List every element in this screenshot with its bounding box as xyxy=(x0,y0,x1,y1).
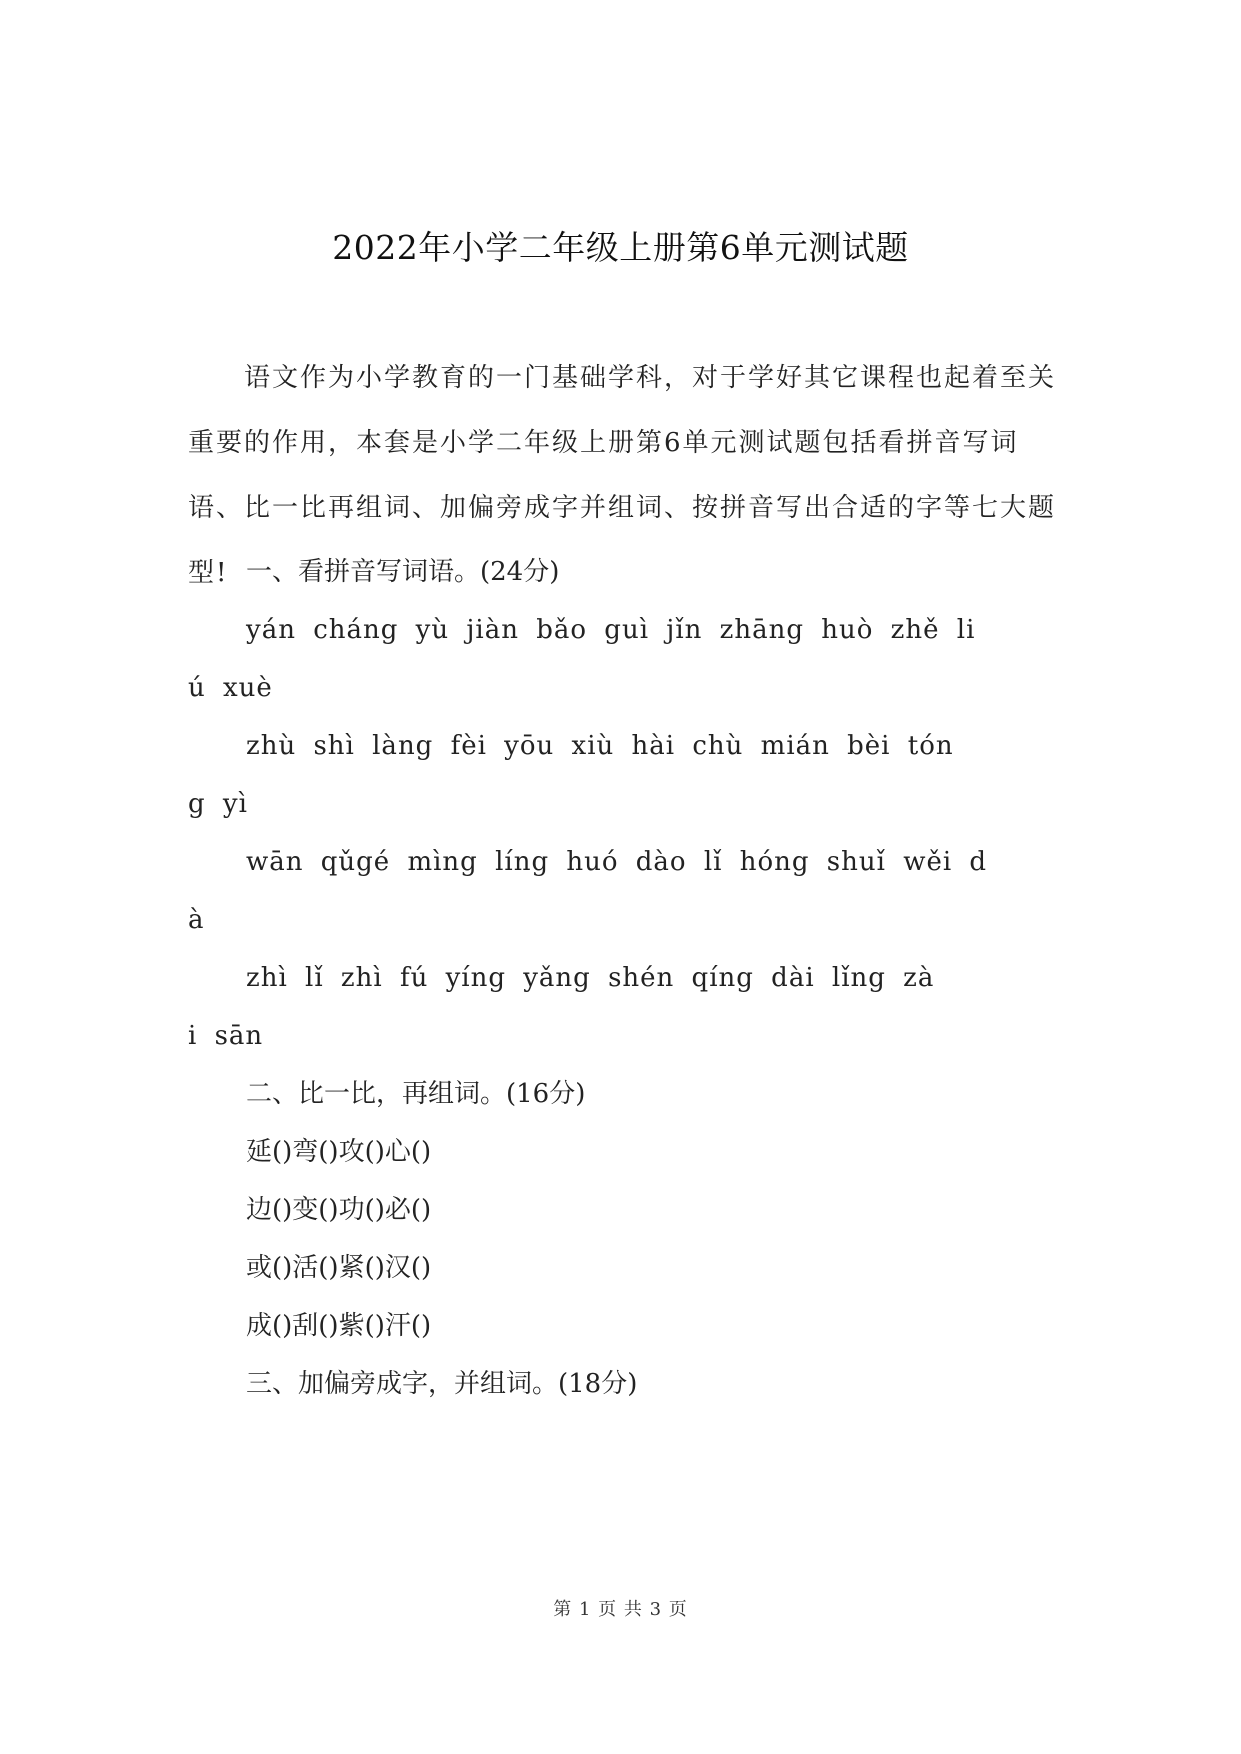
page-footer: 第 1 页 共 3 页 xyxy=(553,1599,688,1620)
compare-row: 成()刮()紫()汗() xyxy=(246,1311,432,1341)
pinyin-line: zhù shì làng fèi yōu xiù hài chù mián bèi tón xyxy=(246,731,954,761)
document-title: 2022年小学二年级上册第6单元测试题 xyxy=(332,228,909,267)
pinyin-line: wān qǔgé mìng líng huó dào lǐ hóng shuǐ wěi d xyxy=(246,847,988,877)
compare-row: 延()弯()攻()心() xyxy=(246,1137,432,1167)
pinyin-line: yán cháng yù jiàn bǎo guì jǐn zhāng huò zhě li xyxy=(246,615,976,645)
compare-row: 或()活()紧()汉() xyxy=(246,1253,432,1283)
section1-heading: 一、看拼音写词语。(24分) xyxy=(246,557,560,587)
section2-heading: 二、比一比，再组词。(16分) xyxy=(246,1079,586,1109)
section3-heading: 三、加偏旁成字，并组词。(18分) xyxy=(246,1369,638,1399)
pinyin-line: i sān xyxy=(188,1021,264,1051)
compare-row: 边()变()功()必() xyxy=(246,1195,432,1225)
pinyin-line: à xyxy=(188,905,205,935)
pinyin-line: zhì lǐ zhì fú yíng yǎng shén qíng dài lǐng zà xyxy=(246,963,935,993)
intro-paragraph: 语文作为小学教育的一门基础学科，对于学好其它课程也起着至关重要的作用，本套是小学二年级上册第6单元测试题包括看拼音写词语、比一比再组词、加偏旁成字并组词、按拼音写出合适的字等七大题型! xyxy=(188,363,1057,588)
pinyin-line: ú xuè xyxy=(188,673,273,703)
pinyin-line: g yì xyxy=(188,789,248,819)
